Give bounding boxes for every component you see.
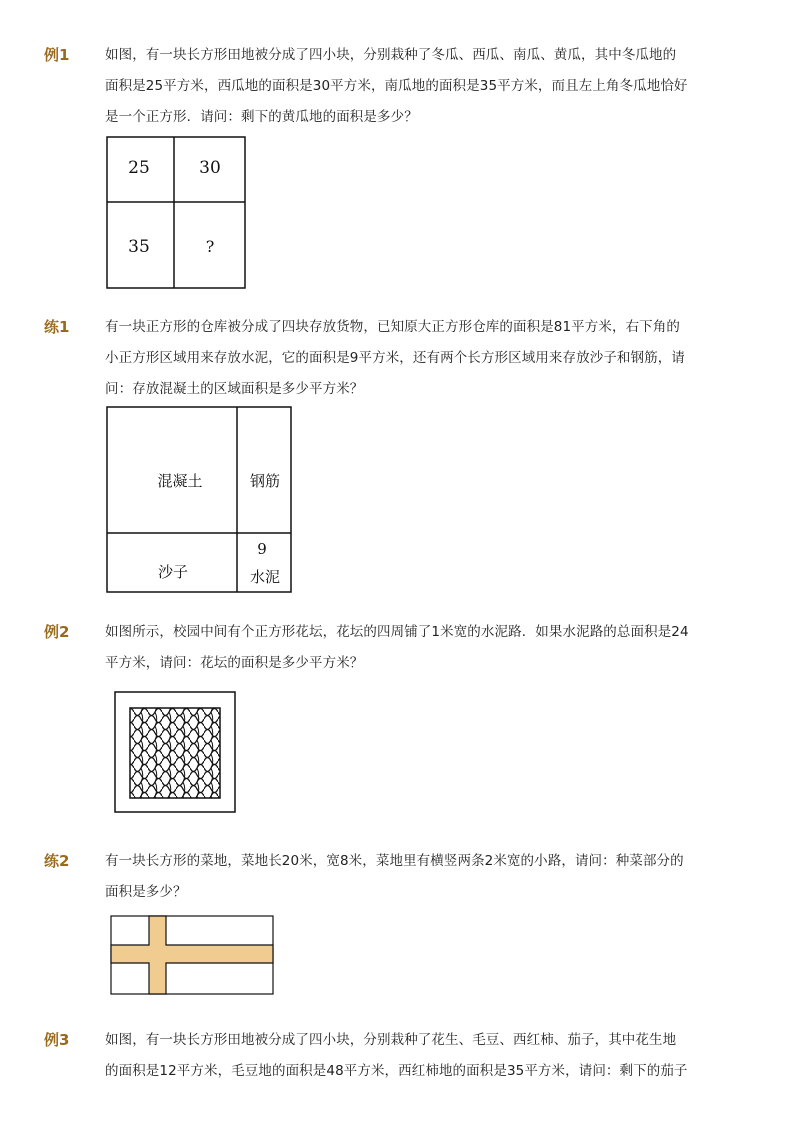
text-line: 面积是25平方米，西瓜地的面积是30平方米，南瓜地的面积是35平方米，而且左上角冬瓜地恰好 [105,78,688,94]
text-line: 面积是多少？ [105,884,187,900]
practice-2-figure [110,915,276,997]
example-2-text [105,617,717,679]
sand-area-label: 沙子 [157,563,189,581]
example-2-figure [114,691,238,815]
text-line: 小正方形区域用来存放水泥，它的面积是9平方米，还有两个长方形区域用来存放沙子和钢筋，请 [105,350,685,366]
text-line: 问：存放混凝土的区域面积是多少平方米？ [105,381,364,397]
text-line: 平方米，请问：花坛的面积是多少平方米？ [105,655,364,671]
cucumber-area-unknown: ? [205,237,215,256]
winter-melon-area: 25 [128,158,150,178]
example-1-label: 例1 [44,46,70,64]
text-line: 如图所示，校园中间有个正方形花坛，花坛的四周铺了1米宽的水泥路．如果水泥路的总面积是24 [105,624,689,640]
text-line: 的面积是12平方米，毛豆地的面积是48平方米，西红柿地的面积是35平方米，请问：剩下的茄子 [105,1063,688,1079]
example-1-figure [106,136,248,291]
practice-2-text [105,846,717,908]
concrete-area-label: 混凝土 [157,472,203,490]
example-1-text [105,40,717,133]
rebar-area-label: 钢筋 [249,472,281,490]
example-3-text [105,1025,717,1087]
example-3-label: 例3 [44,1031,70,1049]
text-line: 有一块长方形的菜地，菜地长20米，宽8米，菜地里有横竖两条2米宽的小路，请问：种菜部分的 [105,853,684,869]
cement-area-value: 9 [257,540,267,558]
text-line: 有一块正方形的仓库被分成了四块存放货物，已知原大正方形仓库的面积是81平方米，右下角的 [105,319,680,335]
text-line: 是一个正方形．请问：剩下的黄瓜地的面积是多少？ [105,109,418,125]
flower-bed [130,708,220,798]
example-2-label: 例2 [44,623,70,641]
cement-area-label: 水泥 [249,568,281,586]
practice-1-figure [106,406,294,594]
warehouse-outline [107,407,291,592]
practice-2-label: 练2 [44,852,70,870]
practice-1-text [105,312,717,405]
watermelon-area: 30 [199,158,221,178]
practice-1-label: 练1 [44,318,70,336]
pumpkin-area: 35 [128,237,150,257]
text-line: 如图，有一块长方形田地被分成了四小块，分别栽种了花生、毛豆、西红柿、茄子，其中花生地 [105,1032,677,1048]
text-line: 如图，有一块长方形田地被分成了四小块，分别栽种了冬瓜、西瓜、南瓜、黄瓜，其中冬瓜地的 [105,47,677,63]
